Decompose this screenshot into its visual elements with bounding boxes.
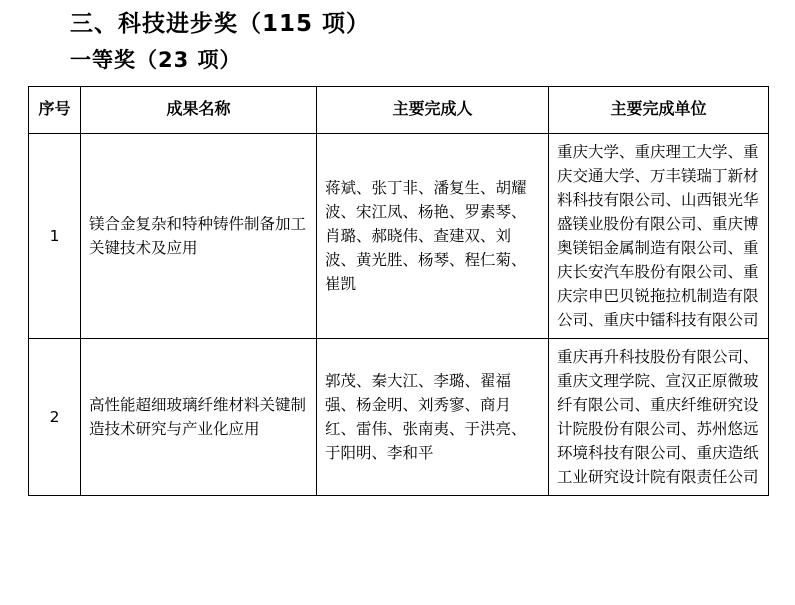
cell-people: [317, 133, 549, 338]
column-header-name: 成果名称: [81, 86, 317, 133]
cell-name-text: 镁合金复杂和特种铸件制备加工关键技术及应用: [89, 214, 307, 257]
cell-people-text: 蒋斌、张丁非、潘复生、胡耀波、宋江凤、杨艳、罗素琴、肖璐、郝晓伟、查建双、刘波、黄光胜、杨琴、程仁菊、崔凯: [325, 178, 527, 293]
table-row: [29, 338, 769, 495]
column-header-orgs: 主要完成单位: [549, 86, 769, 133]
cell-name: [81, 133, 317, 338]
cell-orgs-text: 重庆大学、重庆理工大学、重庆交通大学、万丰镁瑞丁新材料科技有限公司、山西银光华盛镁业股份有限公司、重庆博奥镁铝金属制造有限公司、重庆长安汽车股份有限公司、重庆宗申巴贝锐拖拉机制造有限公司、重庆中镭科技有限公司: [557, 142, 759, 329]
award-table: [28, 86, 769, 496]
table-row: [29, 133, 769, 338]
cell-people-text: 郭茂、秦大江、李璐、翟福强、杨金明、刘秀寥、商月红、雷伟、张南夷、于洪亮、于阳明、李和平: [325, 371, 527, 462]
table-header-row: [29, 86, 769, 133]
page-subtitle: 一等奖（23 项）: [70, 48, 242, 73]
cell-orgs-text: 重庆再升科技股份有限公司、重庆文理学院、宣汉正原微玻纤有限公司、重庆纤维研究设计院股份有限公司、苏州悠远环境科技有限公司、重庆造纸工业研究设计院有限责任公司: [557, 347, 759, 486]
document-page: [0, 8, 795, 605]
cell-no: 2: [29, 338, 81, 495]
cell-name-text: 高性能超细玻璃纤维材料关键制造技术研究与产业化应用: [89, 395, 307, 438]
page-title: 三、科技进步奖（115 项）: [70, 11, 371, 37]
column-header-people: 主要完成人: [317, 86, 549, 133]
cell-no: 1: [29, 133, 81, 338]
cell-orgs: [549, 133, 769, 338]
cell-name: [81, 338, 317, 495]
cell-people: [317, 338, 549, 495]
cell-orgs: [549, 338, 769, 495]
column-header-no: 序号: [29, 86, 81, 133]
